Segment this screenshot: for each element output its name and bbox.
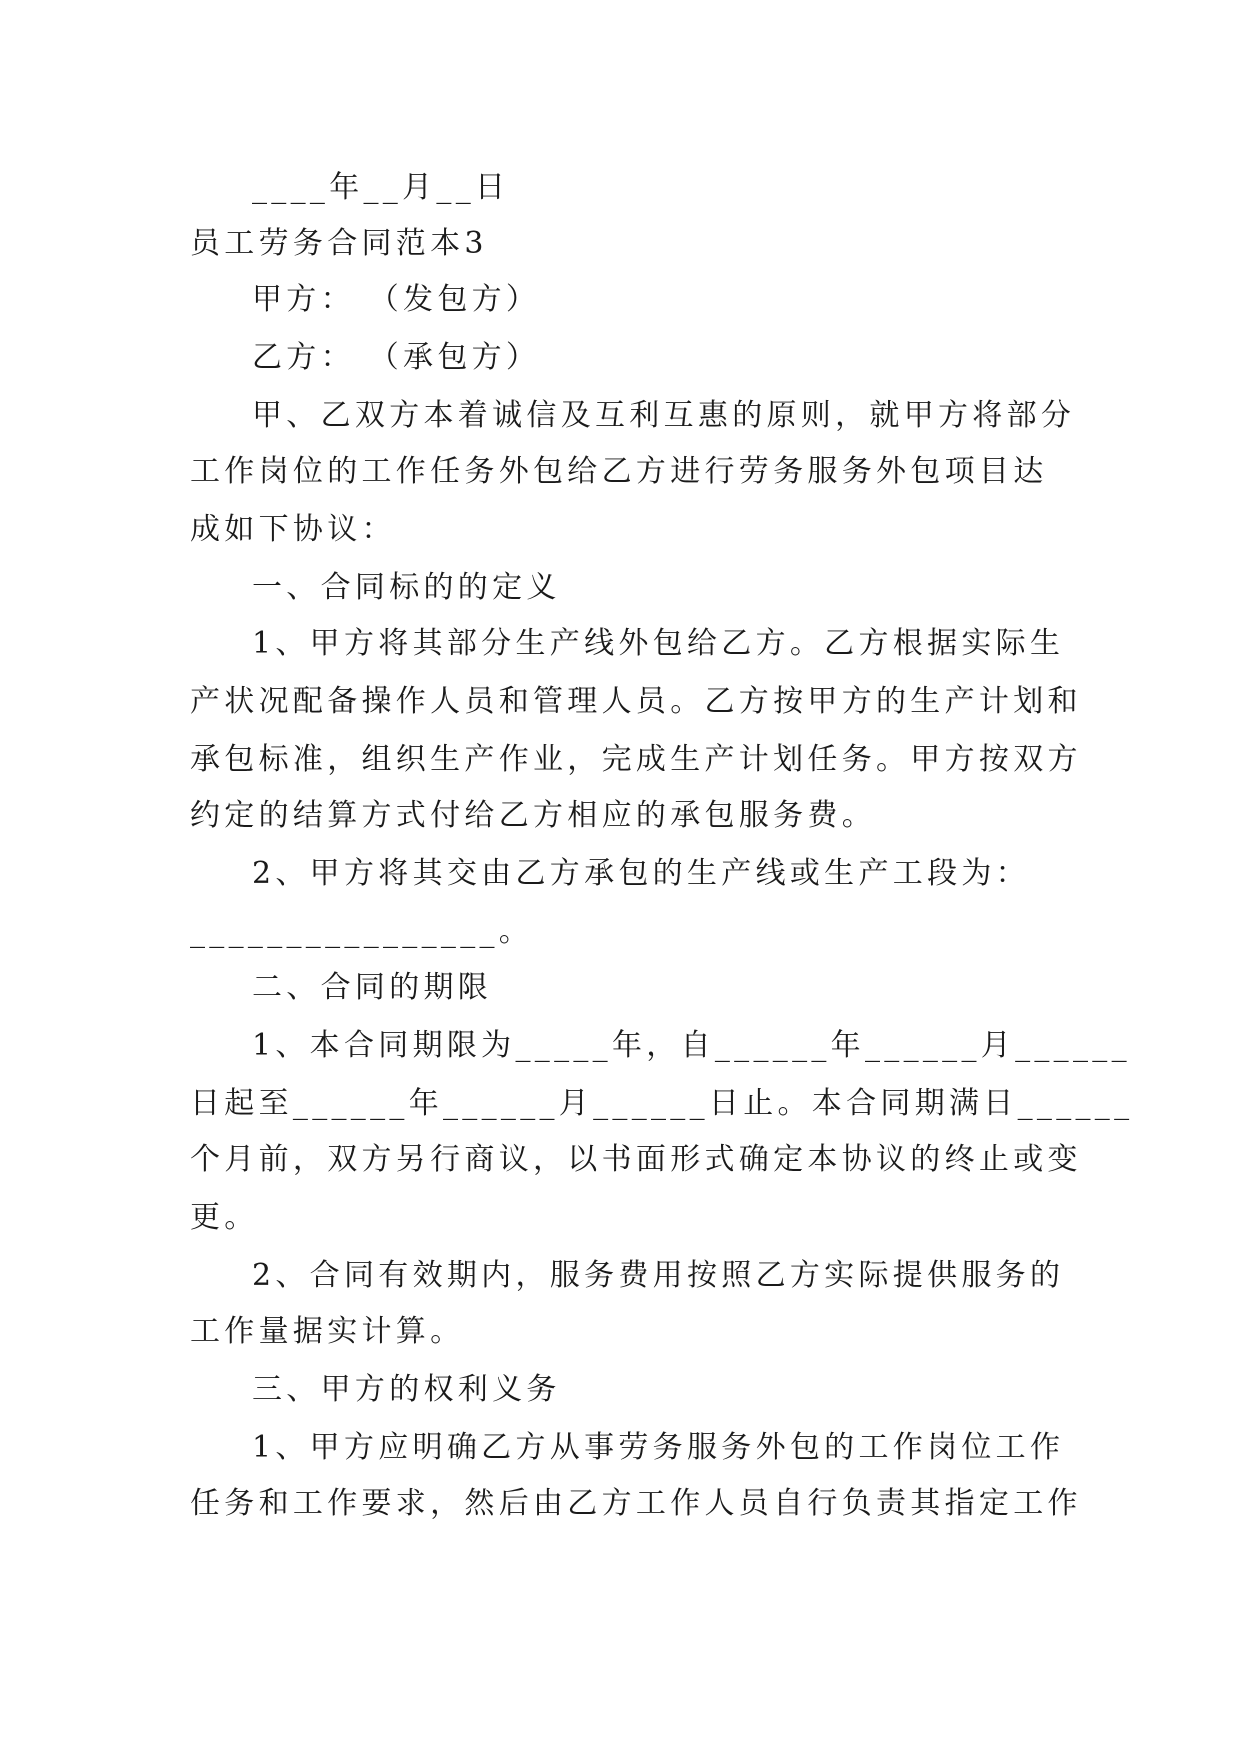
clause-1-2-blank: ________________。 <box>190 914 534 949</box>
clause-2-1-line-1: 1、本合同期限为_____年，自______年______月______ <box>252 1028 1131 1063</box>
party-b-line: 乙方： （承包方） <box>252 340 541 375</box>
section-heading-2: 二、合同的期限 <box>252 970 493 1005</box>
clause-2-2-line-1: 2、合同有效期内，服务费用按照乙方实际提供服务的 <box>252 1258 1065 1293</box>
clause-1-1-line-4: 约定的结算方式付给乙方相应的承包服务费。 <box>190 798 876 833</box>
preamble-line-3: 成如下协议： <box>190 512 396 547</box>
clause-1-1-line-2: 产状况配备操作人员和管理人员。乙方按甲方的生产计划和 <box>190 684 1082 719</box>
clause-1-2-line-1: 2、甲方将其交由乙方承包的生产线或生产工段为： <box>252 856 1030 891</box>
clause-2-1-line-4: 更。 <box>190 1200 259 1235</box>
section-heading-1: 一、合同标的的定义 <box>252 570 561 605</box>
clause-1-1-line-1: 1、甲方将其部分生产线外包给乙方。乙方根据实际生 <box>252 626 1065 661</box>
clause-1-1-line-3: 承包标准，组织生产作业，完成生产计划任务。甲方按双方 <box>190 742 1082 777</box>
clause-3-1-line-1: 1、甲方应明确乙方从事劳务服务外包的工作岗位工作 <box>252 1430 1065 1465</box>
clause-2-1-line-3: 个月前，双方另行商议，以书面形式确定本协议的终止或变 <box>190 1142 1082 1177</box>
clause-2-2-line-2: 工作量据实计算。 <box>190 1314 465 1349</box>
preamble-line-1: 甲、乙双方本着诚信及互利互惠的原则，就甲方将部分 <box>252 398 1076 433</box>
document-title: 员工劳务合同范本3 <box>190 226 488 261</box>
preamble-line-2: 工作岗位的工作任务外包给乙方进行劳务服务外包项目达 <box>190 454 1048 489</box>
date-line: ____年__月__日 <box>252 170 510 205</box>
party-a-line: 甲方： （发包方） <box>252 282 541 317</box>
clause-2-1-line-2: 日起至______年______月______日止。本合同期满日______ <box>190 1086 1134 1121</box>
clause-3-1-line-2: 任务和工作要求，然后由乙方工作人员自行负责其指定工作 <box>190 1486 1082 1521</box>
section-heading-3: 三、甲方的权利义务 <box>252 1372 561 1407</box>
